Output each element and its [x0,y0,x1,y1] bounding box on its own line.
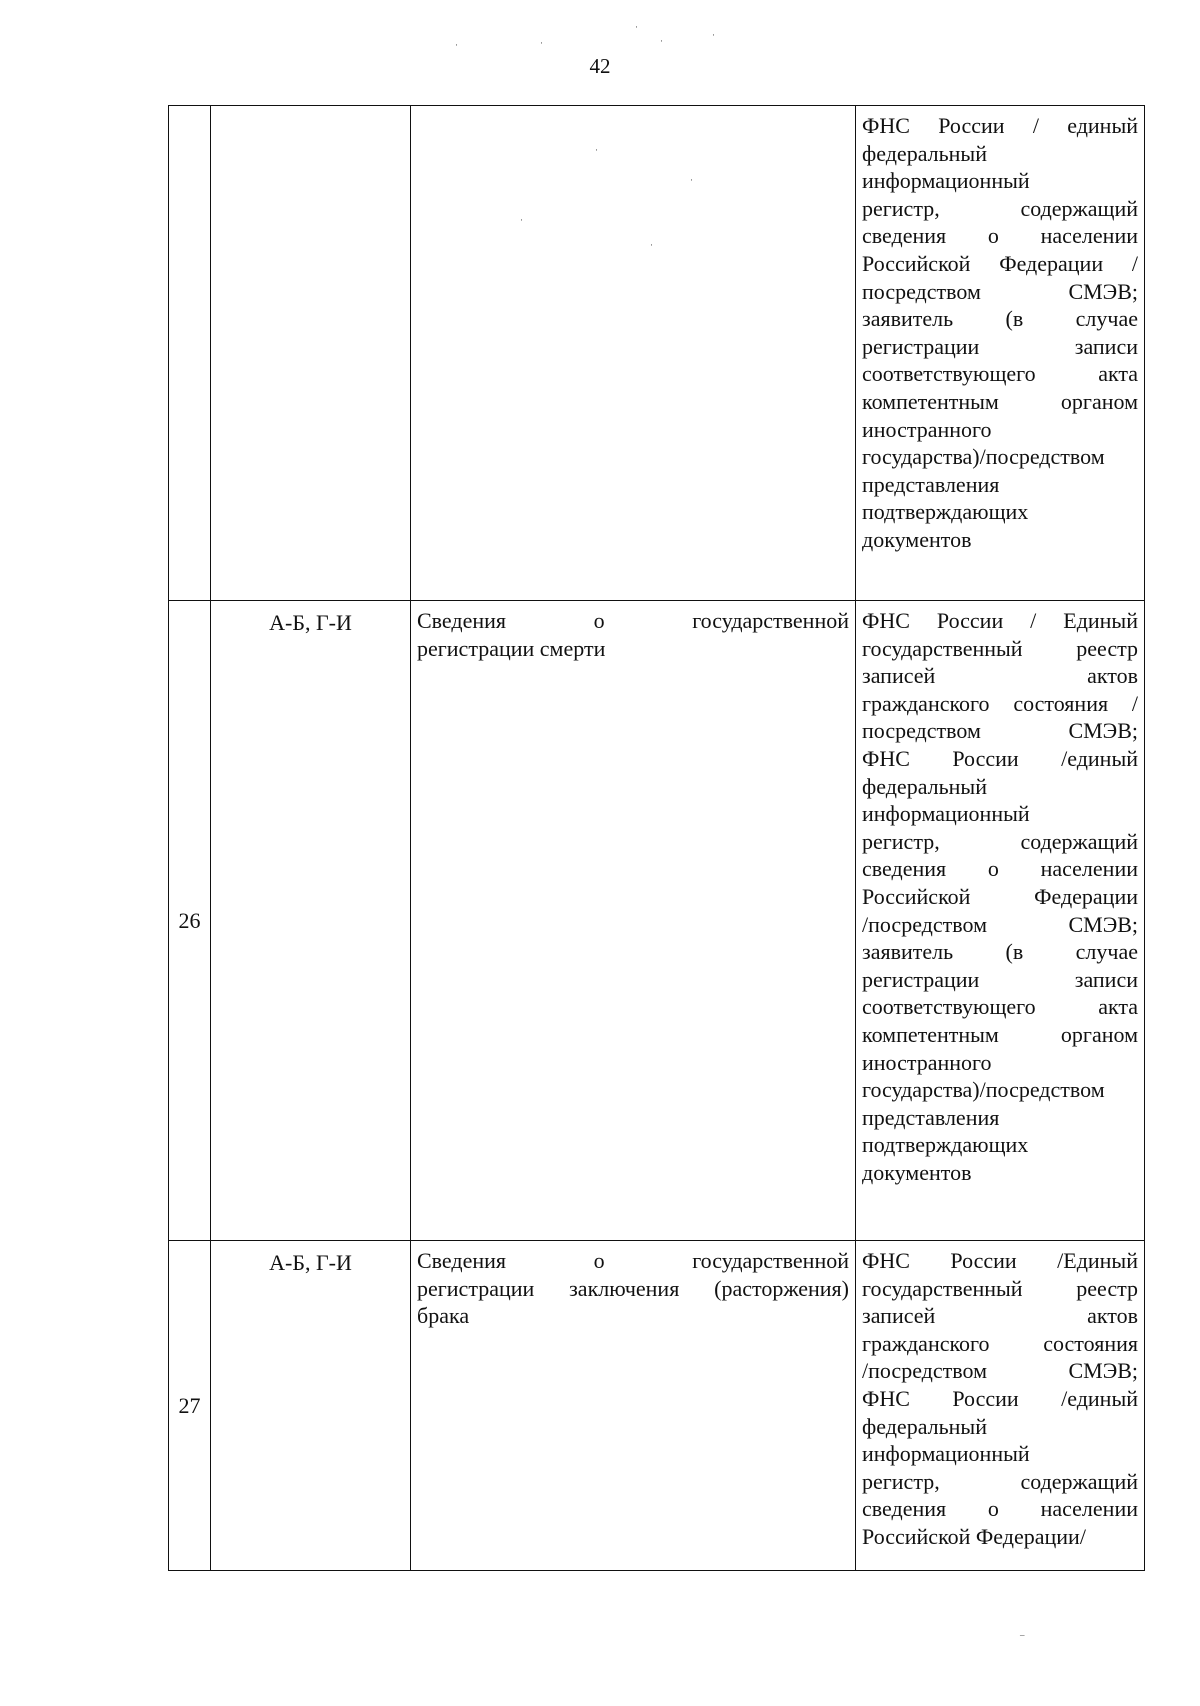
source-line: соответствующего акта [862,361,1138,387]
description-cell [411,1241,856,1571]
source-cell [856,601,1145,1241]
source-line: Российской Федерации/ [862,1523,1086,1549]
categories-cell: А-Б, Г-И [211,601,411,1241]
source-line: документов [862,526,972,552]
row-number-cell [169,106,211,601]
source-line: регистр, содержащий [862,828,1138,854]
description-line: регистрации смерти [417,635,606,661]
source-line: подтверждающих [862,1132,1029,1158]
source-line: информационный [862,801,1030,827]
source-line: сведения о населении [862,223,1138,249]
source-line: государства)/посредством [862,444,1105,470]
source-line: регистр, содержащий [862,195,1138,221]
source-line: гражданского состояния [862,1330,1138,1356]
scan-speck: – [1020,1630,1025,1640]
source-line: государственный реестр [862,1275,1138,1301]
source-line: подтверждающих [862,499,1029,525]
source-line: информационный [862,1441,1030,1467]
description-cell [411,601,856,1241]
source-line: информационный [862,168,1030,194]
source-line: Российской Федерации [862,883,1138,909]
document-table [168,105,1145,1571]
source-line: соответствующего акта [862,994,1138,1020]
source-line: регистрации записи [862,966,1138,992]
source-line: /посредством СМЭВ; [862,911,1138,937]
source-line: Российской Федерации / [862,250,1138,276]
row-number-cell: 27 [169,1241,211,1571]
scan-speck: · [712,30,715,40]
source-line: ФНС России /единый [862,1385,1138,1411]
source-line: регистрации записи [862,333,1138,359]
source-line: сведения о населении [862,1496,1138,1522]
table-row [169,1241,1145,1571]
source-line: компетентным органом [862,1021,1138,1047]
source-line: заявитель (в случае [862,306,1138,332]
source-line: государственный реестр [862,635,1138,661]
source-line: федеральный [862,773,987,799]
scan-speck: · [595,145,598,155]
scan-speck: · [690,175,693,185]
source-line: сведения о населении [862,856,1138,882]
source-line: посредством СМЭВ; [862,718,1138,744]
page-number: 42 [589,54,611,78]
source-line: государства)/посредством [862,1077,1105,1103]
scan-speck: · [660,36,663,46]
source-line: ФНС России /Единый [862,1248,1138,1273]
source-line: иностранного [862,416,992,442]
source-line: представления [862,1104,1000,1130]
scan-speck: · [635,22,638,32]
source-line: гражданского состояния / [862,690,1138,716]
source-line: ФНС России / единый [862,113,1138,138]
source-line: посредством СМЭВ; [862,278,1138,304]
categories-cell: А-Б, Г-И [211,1241,411,1571]
source-line: заявитель (в случае [862,939,1138,965]
source-cell [856,106,1145,601]
source-line: ФНС России /единый [862,745,1138,771]
row-number-cell: 26 [169,601,211,1241]
source-line: представления [862,471,1000,497]
description-line: брака [417,1303,470,1329]
source-line: записей актов [862,1303,1138,1329]
description-cell [411,106,856,601]
table-row [169,601,1145,1241]
scan-speck: · [520,215,523,225]
scan-speck: · [650,240,653,250]
scan-speck: · [455,40,458,50]
source-line: регистр, содержащий [862,1468,1138,1494]
source-cell [856,1241,1145,1571]
source-line: документов [862,1159,972,1185]
source-line: ФНС России / Единый [862,608,1138,633]
source-line: федеральный [862,1413,987,1439]
source-line: записей актов [862,663,1138,689]
source-line: /посредством СМЭВ; [862,1358,1138,1384]
categories-cell [211,106,411,601]
source-line: компетентным органом [862,388,1138,414]
description-line: регистрации заключения (расторжения) [417,1275,849,1301]
source-line: федеральный [862,140,987,166]
table-row [169,106,1145,601]
source-line: иностранного [862,1049,992,1075]
description-line: Сведения о государственной [417,608,849,633]
scan-speck: · [540,38,543,48]
description-line: Сведения о государственной [417,1248,849,1273]
